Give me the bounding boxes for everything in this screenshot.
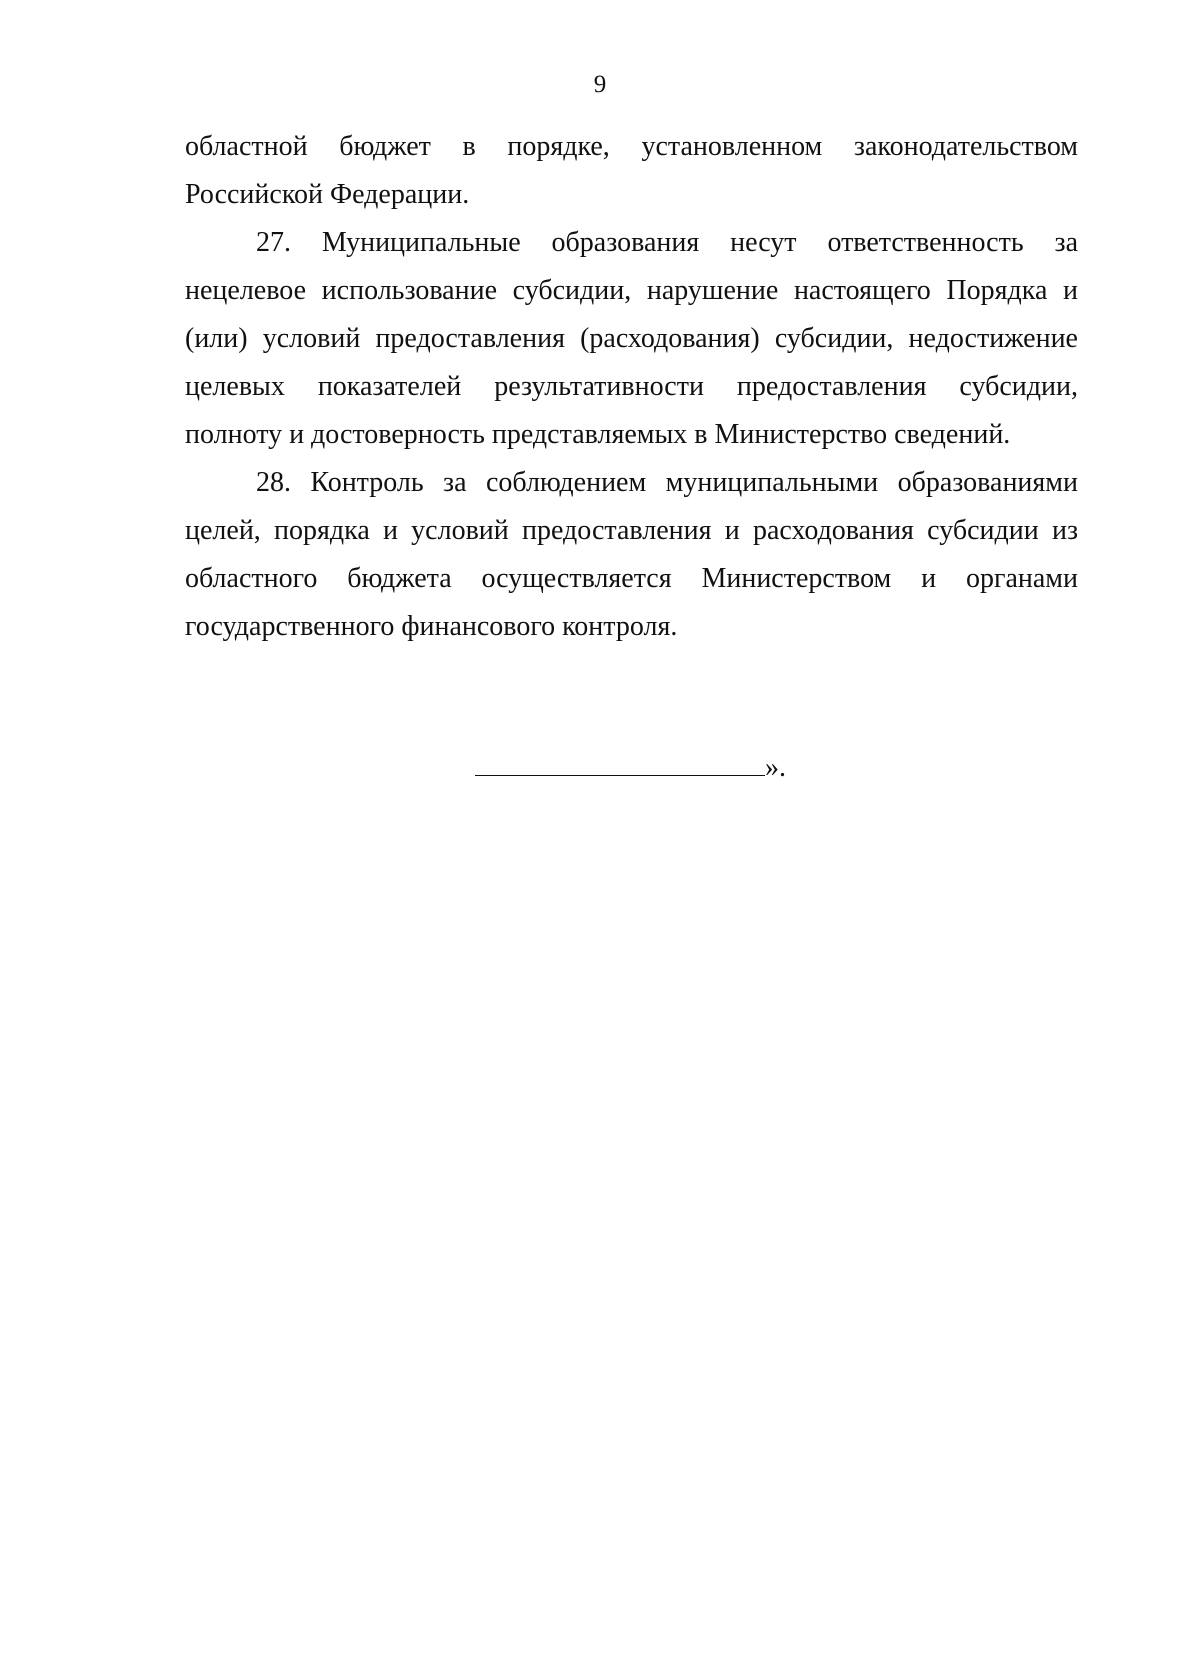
paragraph-item-28: 28. Контроль за соблюдением муниципальными образованиями целей, порядка и условий предоставления и расходования субсидии из областного бюджета осуществляется Министерством и органами государственного финансового контроля. [185,467,1078,642]
paragraph-item-27: 27. Муниципальные образования несут ответственность за нецелевое использование субсидии, нарушение настоящего Порядка и (или) условий предоставления (расходования) субсидии, недостижение целевых показателей результативности предоставления субсидии, полноту и достоверность представляемых в Министерство сведений. [185,227,1078,450]
paragraph-continuation: областной бюджет в порядке, установленном законодательством Российской Федерации. [185,131,1078,210]
page-number: 9 [593,71,607,98]
document-body [185,123,1078,651]
closing-quote-mark: ». [765,752,786,783]
closing-underline [475,751,765,776]
closing-line-block [475,748,795,788]
